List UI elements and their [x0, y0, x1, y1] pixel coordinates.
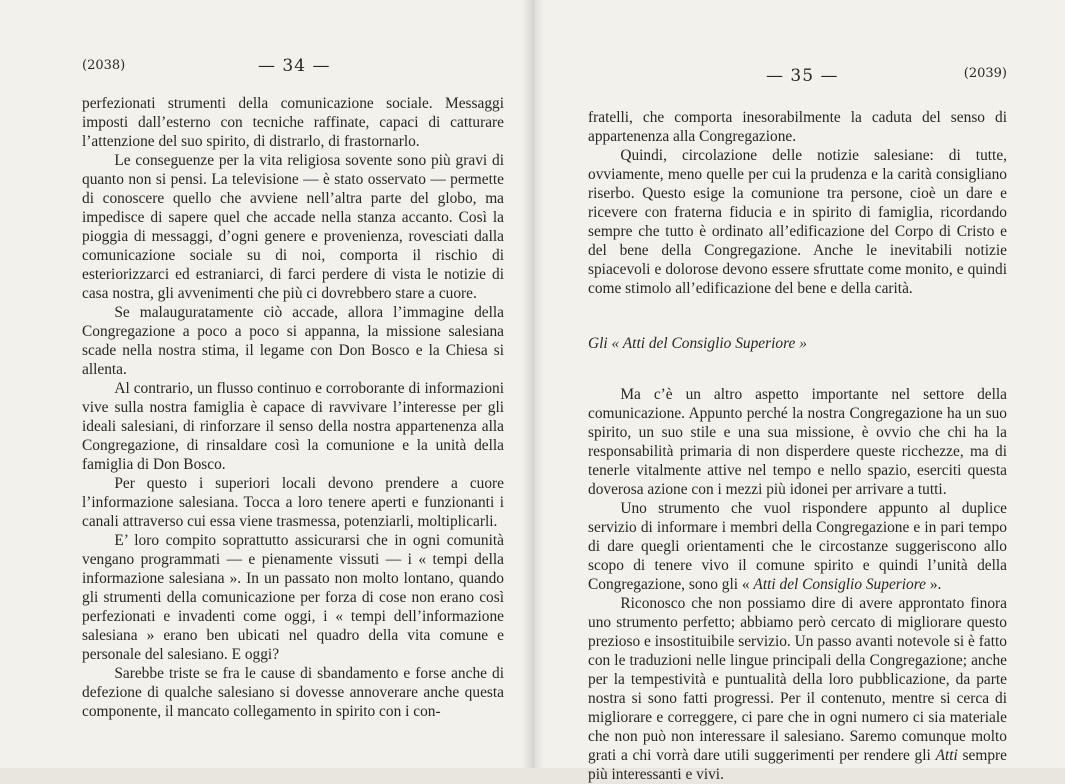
left-page-header — [82, 58, 504, 82]
paragraph: Quindi, circolazione delle notizie salesiane: di tutte, ovviamente, meno quelle per cui la prudenza e la carità consigliano riserbo. Questo esige la comunione tra persone, cioè un dare e ricevere con fraterna fiducia e in spirito di famiglia, ricordando sempre che tutto è ordinato all’edificazione del Corpo di Cristo e del bene della Congregazione. Anche le inevitabili notizie spiacevoli e dolorose devono essere sfruttate come monito, e quindi come stimolo all’edificazione del bene e della carità. — [588, 147, 1007, 297]
right-page — [532, 0, 1065, 783]
paragraph — [588, 594, 1007, 784]
paragraph-text: sempre più interessanti e vivi. — [588, 747, 1007, 783]
left-page-code: (2038) — [82, 58, 126, 73]
right-page-code: (2039) — [963, 66, 1007, 81]
paragraph: Per questo i superiori locali devono prendere a cuore l’informazione salesiana. Tocca a loro tenere aperti e funzionanti i canali attraverso cui essa viene trasmessa, potenziarli, moltiplicarli. — [82, 475, 504, 530]
left-page-number: — 34 — — [258, 56, 331, 76]
italic-title: Atti del Consiglio Superiore — [753, 576, 926, 593]
paragraph — [588, 499, 1007, 594]
paragraph: Se malauguratamente ciò accade, allora l’immagine della Congregazione a poco a poco si appanna, la missione salesiana scade nella nostra stima, il legame con Don Bosco e la Chiesa si allenta. — [82, 304, 504, 378]
paragraph: Sarebbe triste se fra le cause di sbandamento e forse anche di defezione di qualche salesiano si dovesse annoverare anche questa componente, il mancato collegamento in spirito con i con- — [82, 665, 504, 720]
section-heading: Gli « Atti del Consiglio Superiore » — [588, 335, 807, 352]
left-page-body — [82, 94, 504, 721]
paragraph-text: Riconosco che non possiamo dire di avere approntato finora uno strumento perfetto; abbiamo però cercato di migliorare questo prezioso e insostituibile servizio. Un passo avanti notevole si è fatto con le traduzioni nelle lingue principali della Congregazione; anche per la tempestività e puntualità della loro pubblicazione, da parte nostra si sono fatti progressi. Per il contenuto, mentre si cerca di migliorare e correggere, ci pare che in ogni numero ci sia materiale che non può non interessare il salesiano. Saremo comunque molto grati a chi vorrà dare utili suggerimenti per rendere gli — [588, 595, 1007, 764]
paragraph: Le conseguenze per la vita religiosa sovente sono più gravi di quanto non si pensi. La televisione — è stato osservato — permette di conoscere quello che avviene nell’altra parte del globo, ma impedisce di sapere quel che accade nella stanza accanto. Così la pioggia di messaggi, d’ogni genere e provenienza, rovesciati dalla comunicazione sociale su di noi, comporta il rischio di esteriorizzarci ed estraniarci, di farci perdere di vista le notizie di casa nostra, gli avvenimenti che più ci dovrebbero stare a cuore. — [82, 152, 504, 302]
paragraph-text: Uno strumento che vuol rispondere appunto al duplice servizio di informare i membri della Congregazione e in pari tempo di dare quegli orientamenti che le circostanze suggeriscono allo scopo di tenere vivo il comune spirito e quindi l’unità della Congregazione, sono gli « — [588, 500, 1007, 593]
paragraph: E’ loro compito soprattutto assicurarsi che in ogni comunità vengano programmati — e pienamente vissuti — i « tempi della informazione salesiana ». In un passato non molto lontano, quando gli strumenti della comunicazione per forza di cose non erano così perfezionati e invadenti come oggi, i « tempi dell’informazione salesiana » erano ben ubicati nel quadro della vita comune e personale del salesiano. E oggi? — [82, 532, 504, 663]
paragraph: Al contrario, un flusso continuo e corroborante di informazioni vive sulla nostra famiglia è capace di ravvivare l’interesse per gli ideali salesiani, di rinforzare il senso della nostra appartenenza alla Congregazione, di rinsaldare così la comunione e la unità della famiglia di Don Bosco. — [82, 380, 504, 473]
paragraph: fratelli, che comporta inesorabilmente la caduta del senso di appartenenza alla Congregazione. — [588, 109, 1007, 145]
right-page-number: — 35 — — [766, 66, 839, 86]
paragraph: Ma c’è un altro aspetto importante nel settore della comunicazione. Appunto perché la nostra Congregazione ha un suo spirito, un suo stile e una sua missione, è ovvio che chi ha la responsabilità primaria di non disperdere queste ricchezze, ma di tenerle vitalmente attive nel tempo e nello spazio, eserciti questa doverosa azione con i mezzi più idonei per arrivare a tutti. — [588, 386, 1007, 498]
left-page — [0, 0, 532, 768]
italic-title: Atti — [935, 747, 958, 764]
right-page-header — [588, 58, 1007, 86]
right-page-body — [588, 108, 1007, 784]
paragraph-text: ». — [926, 576, 942, 593]
paragraph: perfezionati strumenti della comunicazione sociale. Messaggi imposti dall’esterno con tecniche raffinate, capaci di catturare l’attenzione del suo spirito, di distrarlo, di frastornarlo. — [82, 95, 504, 150]
